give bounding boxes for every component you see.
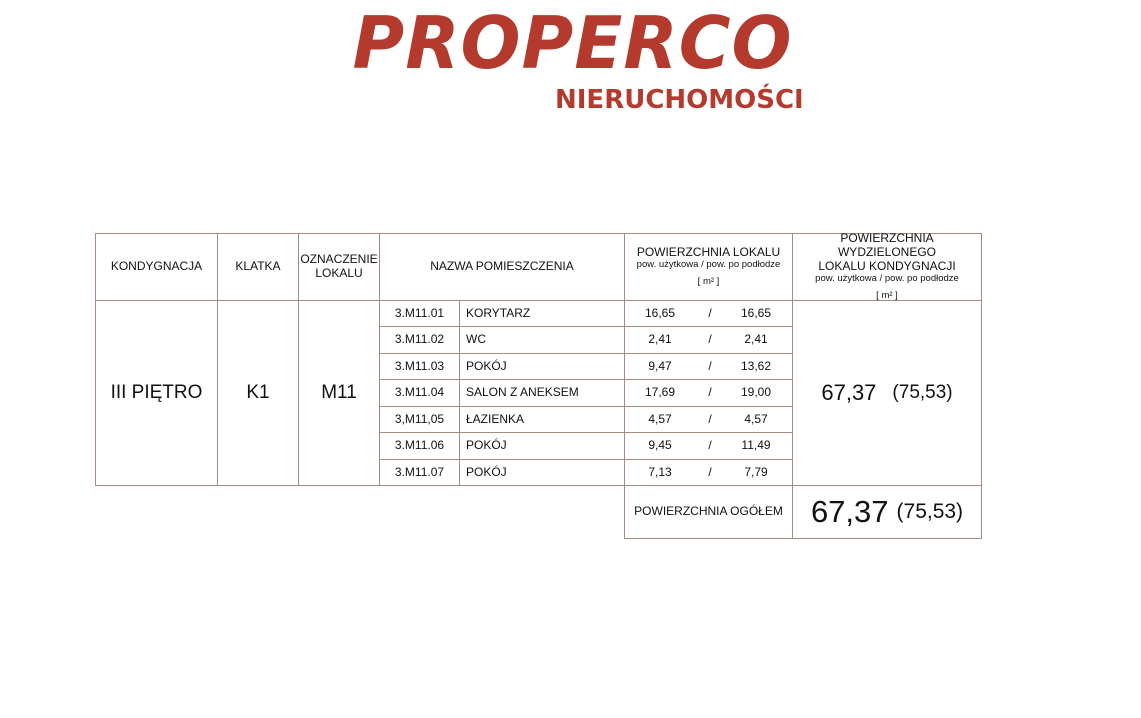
lokal-total	[793, 301, 981, 485]
area-separator: /	[708, 332, 712, 347]
room-name: POKÓJ	[466, 464, 507, 479]
lokal-total-podloga: (75,53)	[892, 382, 953, 404]
header-pow-lokalu	[625, 234, 792, 300]
header-pow-lokalu-title: POWIERZCHNIA LOKALU	[636, 245, 781, 260]
table-border-bottom	[95, 485, 624, 486]
area-separator: /	[708, 411, 712, 426]
header-pow-wydz-unit: [ m² ]	[876, 289, 898, 301]
area-separator: /	[708, 358, 712, 373]
header-nazwa: NAZWA POMIESZCZENIA	[430, 259, 574, 274]
area-separator: /	[708, 438, 712, 453]
room-area-podloga: 2,41	[744, 332, 768, 347]
area-separator: /	[708, 385, 712, 400]
lokal-total-uzytkowa: 67,37	[821, 380, 877, 406]
brand-tagline: NIERUCHOMOŚCI	[555, 85, 804, 115]
room-area-uzytkowa: 2,41	[648, 332, 672, 347]
klatka-value: K1	[246, 382, 270, 404]
room-area-podloga: 4,57	[744, 411, 768, 426]
room-name: KORYTARZ	[466, 305, 531, 320]
header-pow-wydzielonego	[793, 231, 981, 301]
room-name: POKÓJ	[466, 438, 507, 453]
room-area-uzytkowa: 9,47	[648, 358, 672, 373]
header-oznaczenie-line1: OZNACZENIE	[300, 252, 378, 267]
room-name: POKÓJ	[466, 358, 507, 373]
room-area-podloga: 11,49	[741, 438, 771, 453]
header-pow-lokalu-sub: pow. użytkowa / pow. po podłodze	[636, 258, 781, 270]
header-klatka: KLATKA	[235, 259, 281, 274]
table-total-bottom	[624, 538, 981, 539]
room-code: 3.M11.04	[394, 385, 445, 400]
room-code: 3.M11.07	[394, 464, 445, 479]
total-uzytkowa: 67,37	[810, 494, 889, 530]
room-code: 3.M11.03	[394, 358, 445, 373]
total-label: POWIERZCHNIA OGÓŁEM	[634, 504, 783, 519]
room-area-podloga: 19,00	[740, 385, 772, 400]
area-separator: /	[708, 305, 712, 320]
room-area-podloga: 13,62	[740, 358, 772, 373]
room-name: ŁAZIENKA	[466, 411, 525, 426]
brand-logo: PROPERCO	[352, 1, 793, 85]
table-border-right	[981, 233, 982, 539]
lokal-value: M11	[321, 382, 357, 404]
room-area-uzytkowa: 4,57	[648, 411, 672, 426]
kondygnacja-value: III PIĘTRO	[110, 382, 203, 404]
header-pow-wydz-sub: pow. użytkowa / pow. po podłodze	[815, 272, 959, 284]
area-separator: /	[708, 464, 712, 479]
room-code: 3.M11.06	[394, 438, 445, 453]
total-value	[793, 486, 981, 538]
header-pow-wydz-line1: POWIERZCHNIA WYDZIELONEGO	[837, 231, 936, 260]
header-kondygnacja: KONDYGNACJA	[110, 259, 203, 274]
header-pow-lokalu-unit: [ m² ]	[697, 275, 720, 287]
room-area-uzytkowa: 17,69	[644, 385, 676, 400]
room-name: WC	[466, 332, 486, 347]
room-area-uzytkowa: 9,45	[648, 438, 672, 453]
header-pow-wydz-line2: LOKALU KONDYGNACJI	[818, 258, 956, 273]
header-oznaczenie	[299, 234, 379, 300]
total-podloga: (75,53)	[896, 499, 964, 523]
room-area-uzytkowa: 7,13	[648, 464, 672, 479]
room-code: 3.M11.02	[394, 332, 445, 347]
room-name: SALON Z ANEKSEM	[466, 385, 579, 400]
room-code: 3,M11,05	[394, 411, 445, 426]
room-area-uzytkowa: 16,65	[644, 305, 676, 320]
header-oznaczenie-line2: LOKALU	[315, 266, 363, 280]
room-code: 3.M11.01	[394, 305, 445, 320]
room-area-podloga: 7,79	[744, 464, 768, 479]
room-area-podloga: 16,65	[740, 305, 772, 320]
